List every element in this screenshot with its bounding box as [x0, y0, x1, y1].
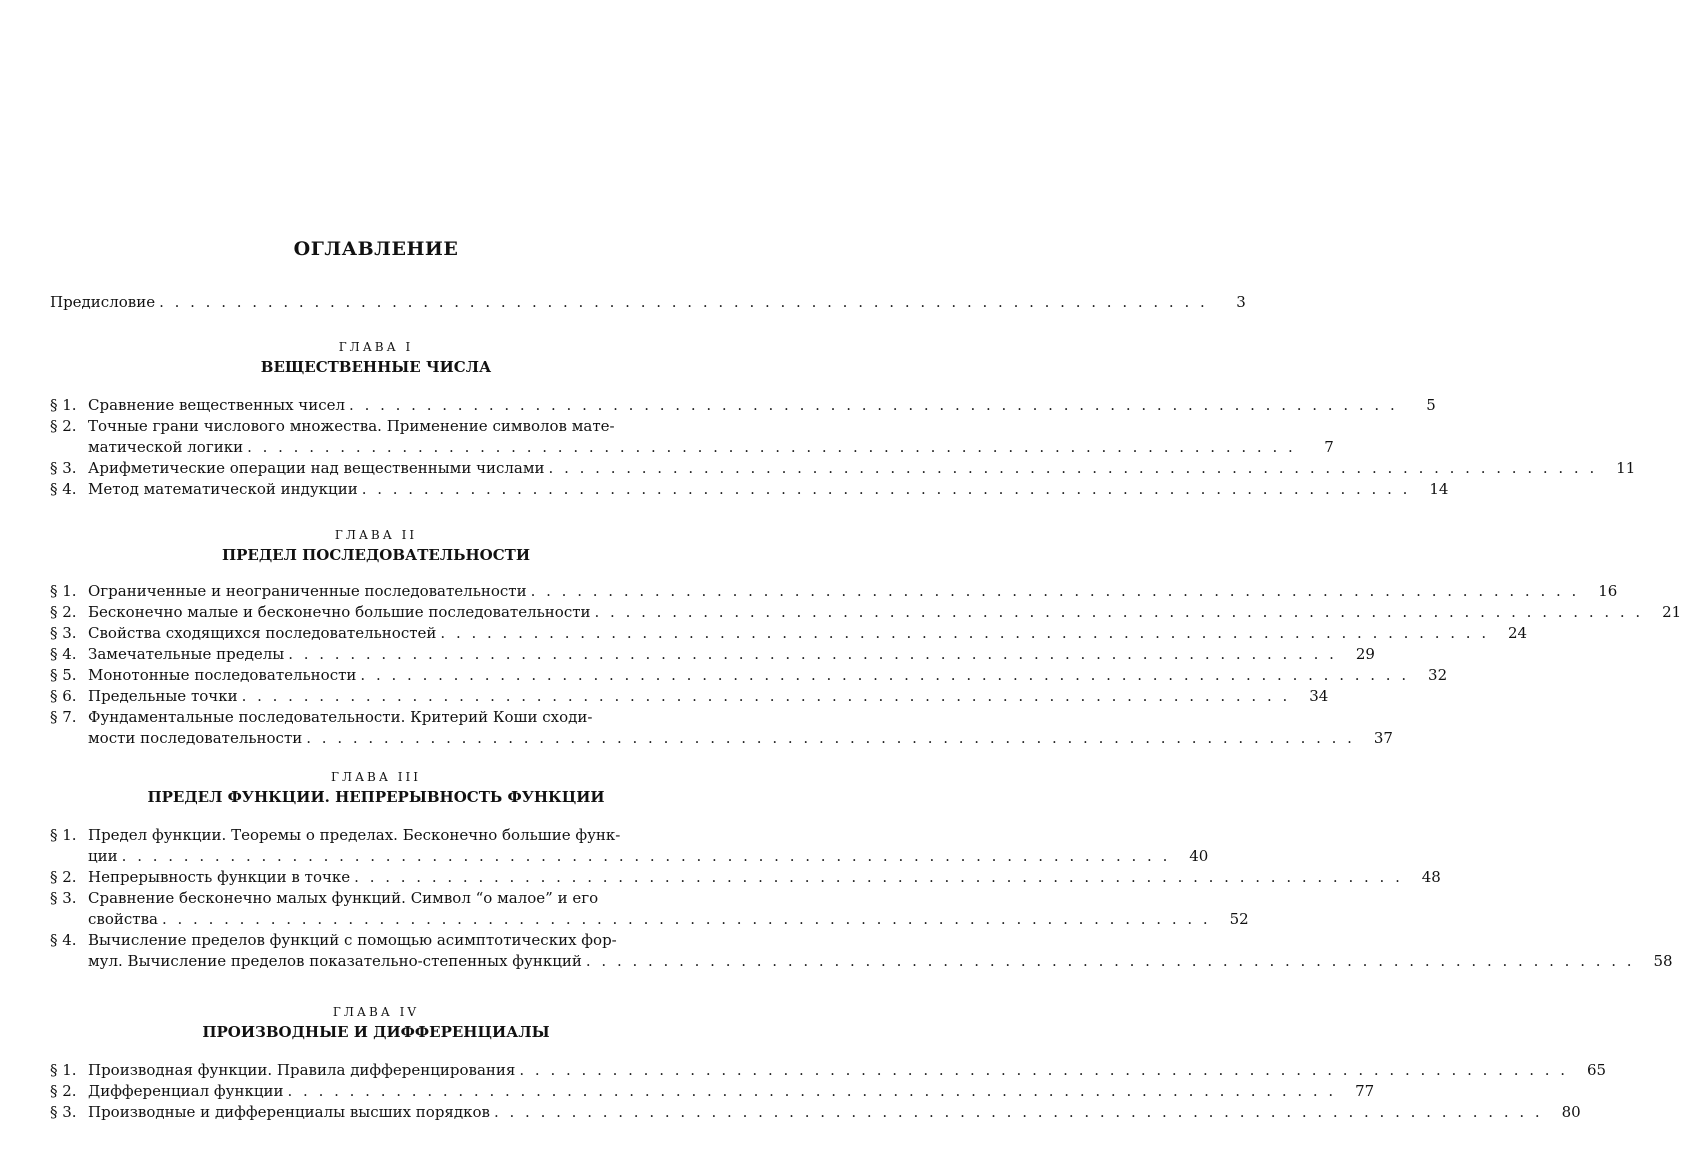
section-title: Вычисление пределов функций с помощью асимптотических фор-	[88, 931, 617, 949]
leader-dots: . . . . . . . . . . . . . . . . . . . . . . . . . . . . . . . . . . . . . . . . . . . . . . . . . . . . . . . . . . . . . . . . . . . .	[121, 847, 1171, 865]
chapter-entries	[50, 825, 1673, 972]
page-number: 32	[1428, 666, 1448, 684]
section-number: § 3.	[50, 889, 77, 907]
section-number: § 6.	[50, 687, 77, 705]
section-number: § 4.	[50, 931, 77, 949]
preface-page: 3	[1236, 293, 1246, 311]
chapter-entries	[50, 1060, 1607, 1123]
section-number: § 2.	[50, 868, 77, 886]
leader-dots: . . . . . . . . . . . . . . . . . . . . . . . . . . . . . . . . . . . . . . . . . . . . . . . . . . . . . . . . . . . . . . . . . . . .	[585, 952, 1635, 970]
toc-entry-line	[50, 867, 1441, 888]
leader-dots: . . . . . . . . . . . . . . . . . . . . . . . . . . . . . . . . . . . . . . . . . . . . . . . . . . . . . . . . . . . . . . . . . . . .	[288, 645, 1337, 663]
section-title: Непрерывность функции в точке	[88, 868, 351, 886]
section-number: § 1.	[50, 1061, 77, 1079]
leader-dots: . . . . . . . . . . . . . . . . . . . . . . . . . . . . . . . . . . . . . . . . . . . . . . . . . . . . . . . . . . . . . . . . . . . .	[361, 480, 1411, 498]
toc-entry-line	[50, 930, 700, 951]
preface-text: Предисловие	[50, 293, 156, 311]
section-number: § 3.	[50, 459, 77, 477]
chapter-number: ГЛАВА II	[334, 528, 418, 542]
section-title: Производная функции. Правила дифференцирования	[88, 1061, 516, 1079]
toc-entry-line	[50, 888, 700, 909]
section-number: § 4.	[50, 480, 77, 498]
section-title: свойства	[88, 910, 158, 928]
toc-entry-line	[50, 458, 1636, 479]
section-title: Арифметические операции над вещественными числами	[88, 459, 545, 477]
section-number: § 1.	[50, 396, 77, 414]
chapter-name: ПРЕДЕЛ ФУНКЦИИ. НЕПРЕРЫВНОСТЬ ФУНКЦИИ	[147, 788, 605, 806]
toc-entry-line	[50, 909, 1249, 930]
page-number: 40	[1189, 847, 1209, 865]
section-number: § 2.	[50, 417, 77, 435]
section-number: § 1.	[50, 582, 77, 600]
section-title: Свойства сходящихся последовательностей	[88, 624, 437, 642]
page-number: 52	[1229, 910, 1249, 928]
section-title: ции	[88, 847, 118, 865]
toc-entry-line	[50, 437, 1334, 458]
chapter-heading	[0, 528, 752, 564]
section-number: § 1.	[50, 826, 77, 844]
leader-dots: . . . . . . . . . . . . . . . . . . . . . . . . . . . . . . . . . . . . . . . . . . . . . . . . . . . . . . . . . . . . . . . . . . . .	[440, 624, 1490, 642]
section-title: Сравнение бесконечно малых функций. Символ “о малое” и его	[88, 889, 599, 907]
leader-dots: . . . . . . . . . . . . . . . . . . . . . . . . . . . . . . . . . . . . . . . . . . . . . . . . . . . . . . . . . . . . . . . . . . . .	[247, 438, 1296, 456]
page-number: 5	[1426, 396, 1436, 414]
section-title: матической логики	[88, 438, 244, 456]
section-title: Монотонные последовательности	[88, 666, 357, 684]
section-number: § 3.	[50, 624, 77, 642]
toc-entry-line	[50, 951, 1673, 972]
section-title: Ограниченные и неограниченные последовательности	[88, 582, 527, 600]
section-number: § 7.	[50, 708, 77, 726]
page-number: 48	[1421, 868, 1441, 886]
leader-dots: . . . . . . . . . . . . . . . . . . . . . . . . . . . . . . . . . . . . . . . . . . . . . . . . . . . . . . . . . . . . . . . . . . . .	[548, 459, 1598, 477]
page-number: 58	[1653, 952, 1673, 970]
page-number: 65	[1587, 1061, 1607, 1079]
section-title: Предельные точки	[88, 687, 238, 705]
toc-entry-line	[50, 644, 1375, 665]
toc-entry-line	[50, 728, 1393, 749]
toc-entry-line	[50, 1102, 1581, 1123]
leader-dots: . . . . . . . . . . . . . . . . . . . . . . . . . . . . . . . . . . . . . . . . . . . . . . . . . . . . . . . . . . . . . . . . . . . .	[306, 729, 1355, 747]
page-number: 37	[1373, 729, 1393, 747]
section-title: Точные грани числового множества. Применение символов мате-	[88, 417, 615, 435]
chapter-entries	[50, 395, 1636, 500]
chapter-entries	[50, 581, 1681, 749]
page-number: 7	[1324, 438, 1334, 456]
toc-entry-line	[50, 395, 1436, 416]
section-title: Метод математической индукции	[88, 480, 358, 498]
section-title: Сравнение вещественных чисел	[88, 396, 346, 414]
leader-dots: . . . . . . . . . . . . . . . . . . . . . . . . . . . . . . . . . . . . . . . . . . . . . . . . . . . . . . . . . . . . . . . . . . . .	[241, 687, 1291, 705]
page-number: 24	[1508, 624, 1528, 642]
chapter-name: ВЕЩЕСТВЕННЫЕ ЧИСЛА	[260, 358, 492, 376]
page-number: 34	[1309, 687, 1329, 705]
page-number: 80	[1561, 1103, 1581, 1121]
chapter-name: ПРОИЗВОДНЫЕ И ДИФФЕРЕНЦИАЛЫ	[202, 1023, 550, 1041]
section-title: Производные и дифференциалы высших порядков	[88, 1103, 490, 1121]
chapter-heading	[0, 340, 752, 376]
chapter-name: ПРЕДЕЛ ПОСЛЕДОВАТЕЛЬНОСТИ	[221, 546, 531, 564]
page-number: 14	[1429, 480, 1449, 498]
toc-entry-line	[50, 1060, 1607, 1081]
section-number: § 4.	[50, 645, 77, 663]
toc-entry-line	[50, 602, 1681, 623]
toc-entry-line	[50, 479, 1449, 500]
section-number: § 2.	[50, 1082, 77, 1100]
page-number: 29	[1355, 645, 1375, 663]
chapter-number: ГЛАВА IV	[332, 1005, 420, 1019]
toc-entry-line	[50, 686, 1329, 707]
leader-dots: . . . . . . . . . . . . . . . . . . . . . . . . . . . . . . . . . . . . . . . . . . . . . . . . . . . . . . . . . . . . . . . . . . . .	[594, 603, 1644, 621]
leader-dots: . . . . . . . . . . . . . . . . . . . . . . . . . . . . . . . . . . . . . . . . . . . . . . . . . . . . . . . . . . . . . . . . . . . .	[159, 293, 1208, 311]
toc-entry-line	[50, 665, 1448, 686]
toc-entry-line	[50, 825, 700, 846]
chapter-heading	[0, 1005, 752, 1041]
section-title: мул. Вычисление пределов показательно-степенных функций	[88, 952, 582, 970]
toc-entry-line	[50, 846, 1209, 867]
leader-dots: . . . . . . . . . . . . . . . . . . . . . . . . . . . . . . . . . . . . . . . . . . . . . . . . . . . . . . . . . . . . . . . . . . . .	[493, 1103, 1543, 1121]
leader-dots: . . . . . . . . . . . . . . . . . . . . . . . . . . . . . . . . . . . . . . . . . . . . . . . . . . . . . . . . . . . . . . . . . . . .	[360, 666, 1410, 684]
leader-dots: . . . . . . . . . . . . . . . . . . . . . . . . . . . . . . . . . . . . . . . . . . . . . . . . . . . . . . . . . . . . . . . . . . . .	[519, 1061, 1569, 1079]
toc-entry-line	[50, 581, 1618, 602]
section-title: Замечательные пределы	[88, 645, 285, 663]
section-title: Предел функции. Теоремы о пределах. Бесконечно большие функ-	[88, 826, 621, 844]
toc-title: ОГЛАВЛЕНИЕ	[293, 238, 459, 260]
leader-dots: . . . . . . . . . . . . . . . . . . . . . . . . . . . . . . . . . . . . . . . . . . . . . . . . . . . . . . . . . . . . . . . . . . . .	[287, 1082, 1337, 1100]
page-number: 77	[1355, 1082, 1375, 1100]
preface-entry	[50, 292, 1246, 313]
page-number: 16	[1598, 582, 1618, 600]
toc-entry-line	[50, 707, 700, 728]
chapter-number: ГЛАВА I	[338, 340, 414, 354]
leader-dots: . . . . . . . . . . . . . . . . . . . . . . . . . . . . . . . . . . . . . . . . . . . . . . . . . . . . . . . . . . . . . . . . . . . .	[530, 582, 1580, 600]
section-title: Дифференциал функции	[88, 1082, 284, 1100]
toc-entry-line	[50, 623, 1528, 644]
section-number: § 5.	[50, 666, 77, 684]
chapter-heading	[0, 770, 752, 806]
section-number: § 2.	[50, 603, 77, 621]
chapter-number: ГЛАВА III	[331, 770, 421, 784]
leader-dots: . . . . . . . . . . . . . . . . . . . . . . . . . . . . . . . . . . . . . . . . . . . . . . . . . . . . . . . . . . . . . . . . . . . .	[161, 910, 1211, 928]
leader-dots: . . . . . . . . . . . . . . . . . . . . . . . . . . . . . . . . . . . . . . . . . . . . . . . . . . . . . . . . . . . . . . . . . . . .	[349, 396, 1398, 414]
section-number: § 3.	[50, 1103, 77, 1121]
section-title: Фундаментальные последовательности. Критерий Коши сходи-	[88, 708, 593, 726]
page-number: 21	[1662, 603, 1681, 621]
section-title: Бесконечно малые и бесконечно большие последовательности	[88, 603, 591, 621]
page-number: 11	[1616, 459, 1636, 477]
leader-dots: . . . . . . . . . . . . . . . . . . . . . . . . . . . . . . . . . . . . . . . . . . . . . . . . . . . . . . . . . . . . . . . . . . . .	[354, 868, 1403, 886]
toc-entry-line	[50, 1081, 1375, 1102]
toc-entry-line	[50, 416, 700, 437]
section-title: мости последовательности	[88, 729, 303, 747]
